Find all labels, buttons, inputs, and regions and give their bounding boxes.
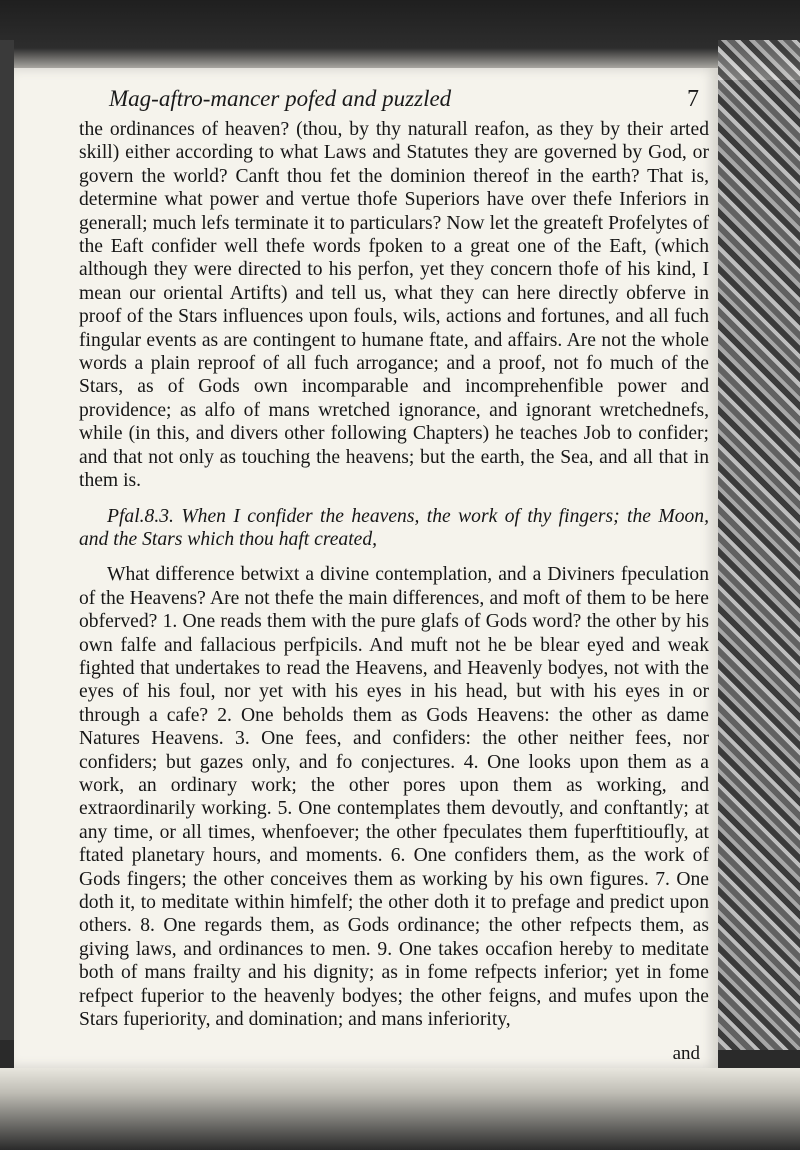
catchword: and [672,1043,700,1064]
scan-right-edge-pattern [718,40,800,1050]
body-text [79,118,709,1031]
scan-bottom-edge [0,1068,800,1150]
book-page [14,68,718,1068]
running-head: Mag-aftro-mancer pofed and puzzled [109,86,452,111]
scan-left-margin [0,40,14,1040]
paragraph-3: What difference betwixt a divine contemplation, and a Diviners fpeculation of the Heavens? Are not thefe the main differences, and moft of them to be here obferved? 1. One reads them with the pure glafs of Gods word? the other by his own falfe and fallacious perfpicils. And muft not he be blear eyed and weak fighted that undertakes to read the Heavens, and Heavenly bodyes, not with the eyes of his foul, nor yet with his eyes in his head, but with his eyes in or through a cafe? 2. One beholds them as Gods Heavens: the other as dame Natures Heavens. 3. One fees, and confiders: the other neither fees, nor confiders; but gazes only, and fo conjectures. 4. One looks upon them as a work, an ordinary work; the other pores upon them as working, and extraordinarily working. 5. One contemplates them devoutly, and conftantly; at any time, or all times, whenfoever; the other fpeculates them fuperftitioufly, at ftated planetary hours, and moments. 6. One confiders them, as the work of Gods fingers; the other conceives them as working by his own figures. 7. One doth it, to meditate within himfelf; the other doth it to prefage and predict upon others. 8. One regards them, as Gods ordinance; the other refpects them, as giving laws, and ordinances to men. 9. One takes occafion hereby to meditate both of mans frailty and his dignity; as in fome refpects inferior; yet in fome refpect fuperior to the heavenly bodyes; the other feigns, and mufes upon the Stars fuperiority, and domination; and mans inferiority, [79,564,709,1031]
page-number: 7 [687,86,699,112]
page-header [109,86,709,120]
paragraph-1: the ordinances of heaven? (thou, by thy naturall reafon, as they by their arted skill) either according to what Laws and Statutes they are governed by God, or govern the world? Canft thou fet the dominion thereof in the earth? That is, determine what power and vertue thofe Superiors have over thefe Inferiors in generall; much lefs terminate it to particulars? Now let the greateft Profelytes of the Eaft confider well thefe words fpoken to a great one of the Eaft, (which although they were directed to his perfon, yet they concern thofe of his kind, I mean our oriental Artifts) and tell us, what they can here directly obferve in proof of the Stars influences upon fouls, wils, actions and fortunes, and all fuch fingular events as are contingent to humane ftate, and affairs. Are not the whole words a plain reproof of all fuch arrogance; and a proof, not fo much of the Stars, as of Gods own incomparable and incomprehenfible power and providence; as alfo of mans wretched ignorance, and ignorant wretchednefs, while (in this, and divers other following Chapters) he teaches Job to confider; and that not only as touching the heavens; but the earth, the Sea, and all that in them is. [79,119,709,492]
scripture-reference: Pfal.8.3. When I confider the heavens, the work of thy fingers; the Moon, and the Stars which thou haft created, [79,505,709,550]
